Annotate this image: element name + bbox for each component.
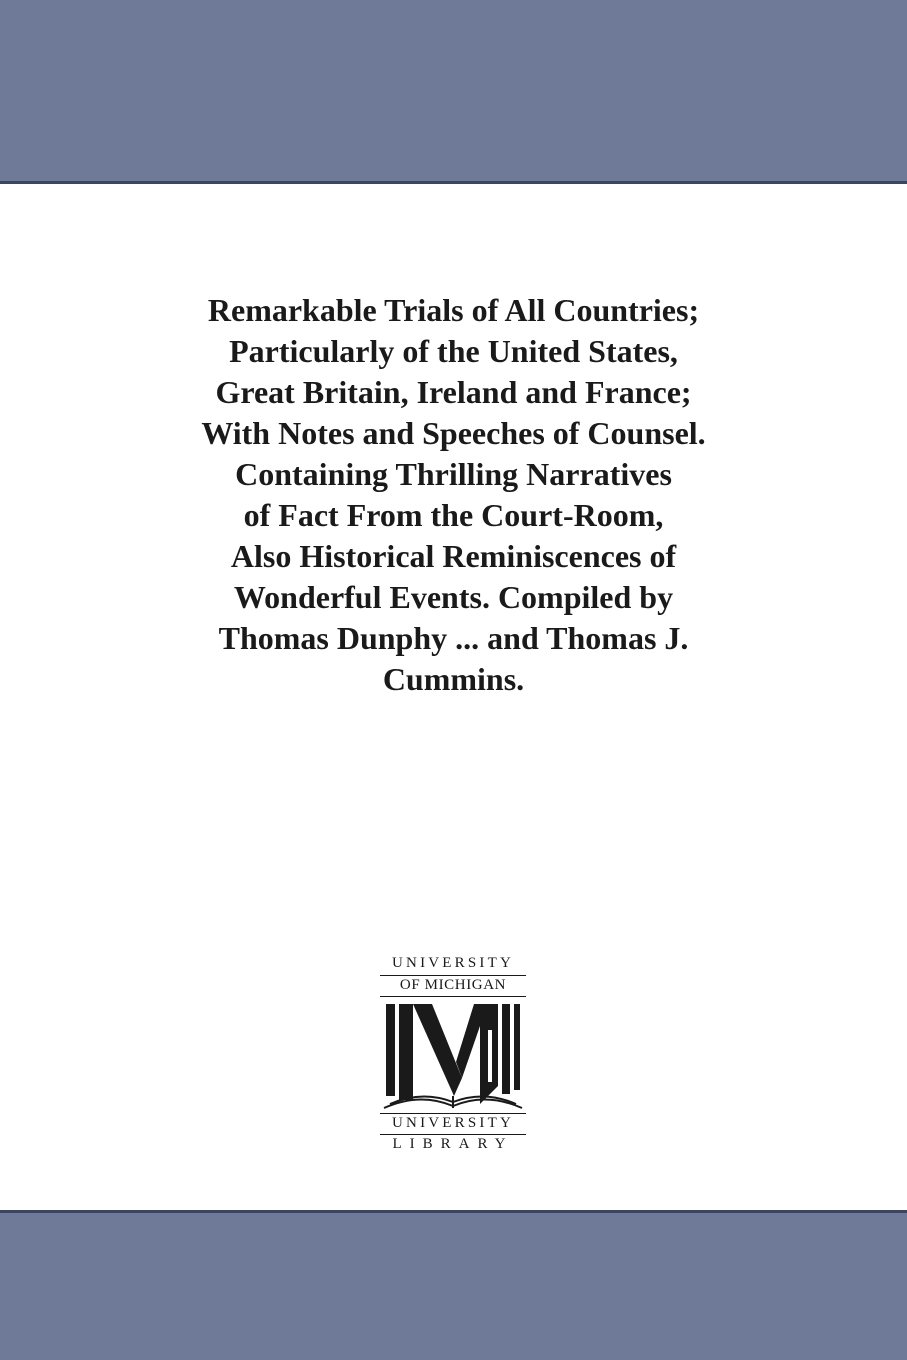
logo-rule (380, 1134, 526, 1135)
logo-text-library: LIBRARY (392, 1136, 514, 1152)
block-m-book-icon (380, 1000, 526, 1110)
title-line: Great Britain, Ireland and France; (215, 374, 692, 410)
title-line: of Fact From the Court-Room, (243, 497, 664, 533)
title-line: With Notes and Speeches of Counsel. (201, 415, 706, 451)
bottom-color-band (0, 1210, 907, 1360)
title-line: Wonderful Events. Compiled by (233, 579, 674, 615)
title-line: Also Historical Reminiscences of (230, 538, 677, 574)
book-title (60, 290, 847, 700)
logo-rule (380, 1113, 526, 1114)
university-of-michigan-library-logo (376, 955, 530, 1195)
logo-text-of-michigan: OF MICHIGAN (399, 977, 507, 993)
title-line: Particularly of the United States, (229, 333, 678, 369)
title-line: Thomas Dunphy ... and Thomas J. (218, 620, 689, 656)
top-color-band (0, 0, 907, 184)
logo-text-university: UNIVERSITY (392, 1115, 514, 1131)
title-line: Cummins. (382, 661, 525, 697)
logo-rule (380, 996, 526, 997)
title-line: Remarkable Trials of All Countries; (207, 292, 700, 328)
logo-rule (380, 975, 526, 976)
logo-text-university: UNIVERSITY (392, 955, 514, 971)
title-line: Containing Thrilling Narratives (235, 456, 672, 492)
